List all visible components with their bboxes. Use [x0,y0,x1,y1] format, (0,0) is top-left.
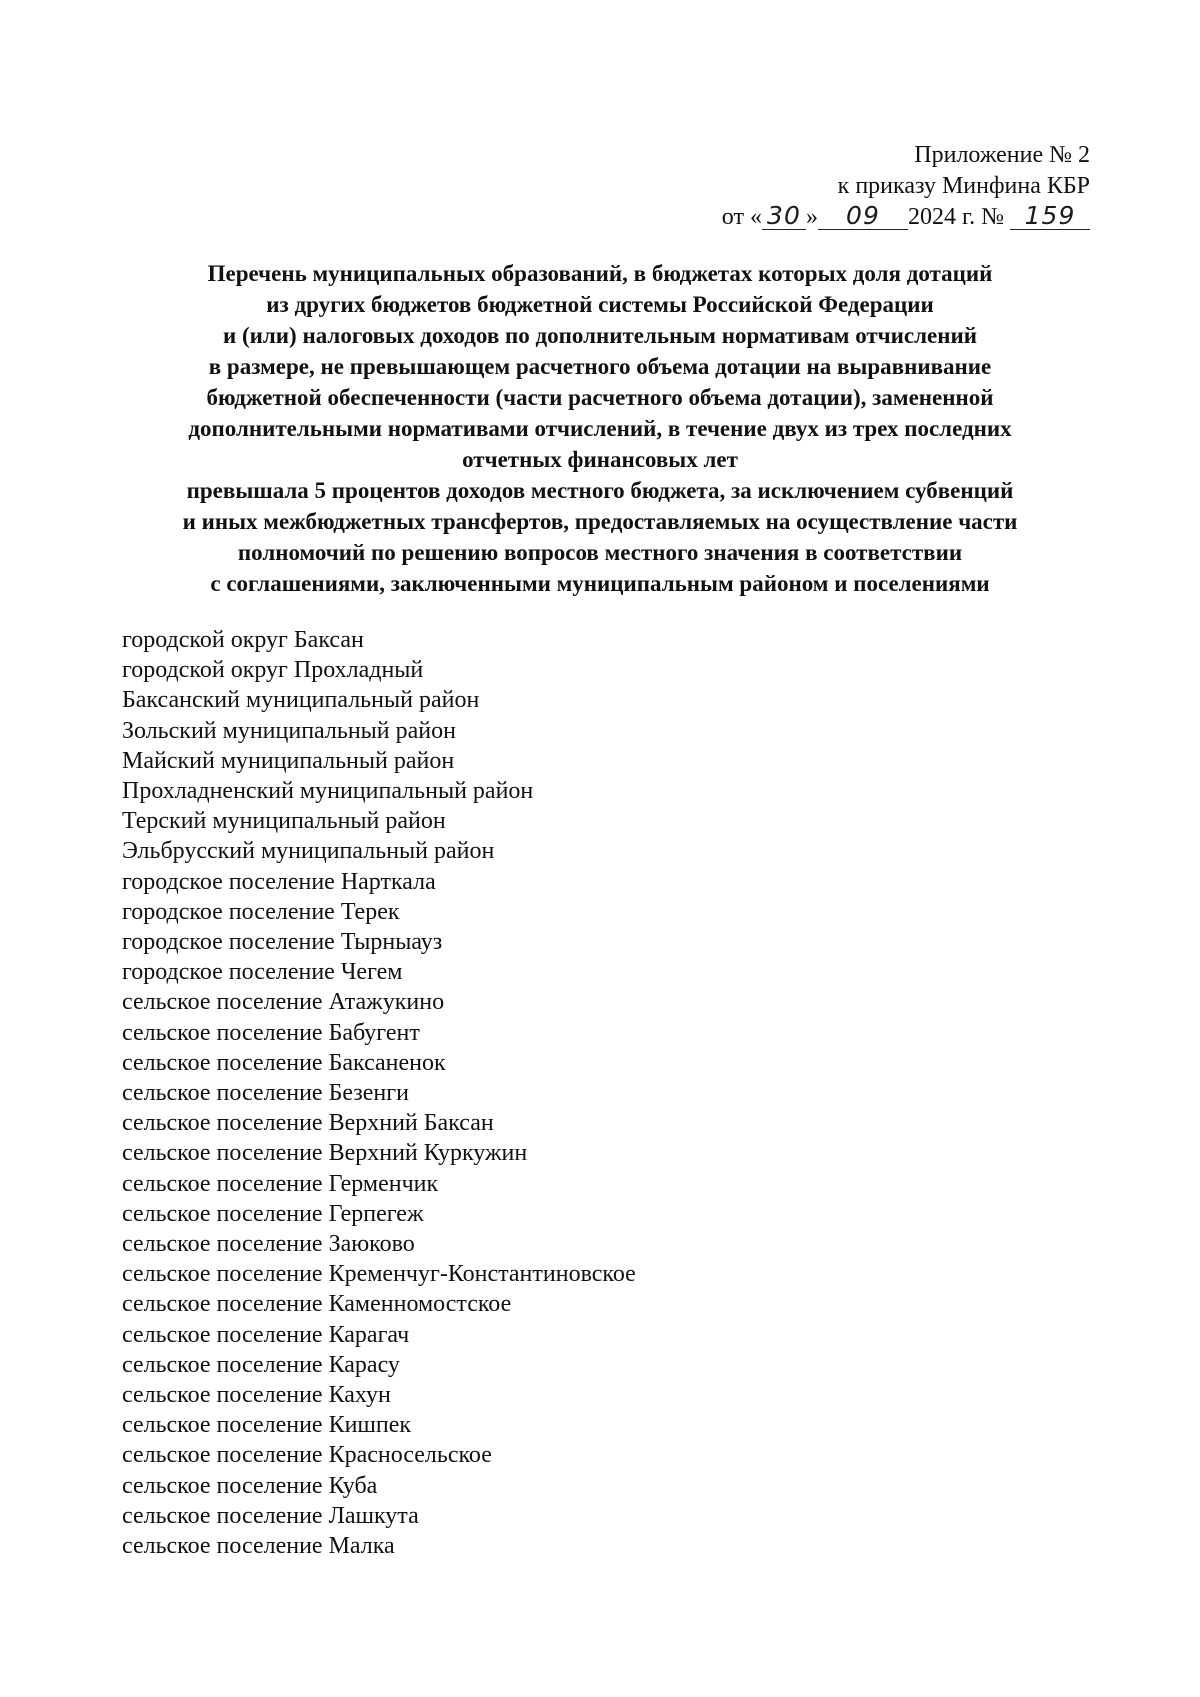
list-item: городское поселение Тырныауз [122,929,443,956]
list-item: сельское поселение Куба [122,1472,378,1499]
title-line: с соглашениями, заключенными муниципальным районом и поселениями [210,571,990,596]
list-item: сельское поселение Верхний Куркужин [122,1140,528,1167]
list-item: Прохладненский муниципальный район [122,778,534,805]
list-item: сельское поселение Верхний Баксан [122,1110,494,1137]
list-item: сельское поселение Кременчуг-Константиновское [122,1261,636,1288]
list-item: сельское поселение Баксаненок [122,1049,446,1076]
municipality-list [122,625,636,1561]
list-item: городское поселение Терек [122,898,400,925]
list-item: городское поселение Чегем [122,959,403,986]
title-line: полномочий по решению вопросов местного значения в соответствии [237,540,963,565]
appendix-reference [610,140,1090,233]
title-line: превышала 5 процентов доходов местного бюджета, за исключением субвенций [186,478,1014,503]
list-item: городской округ Прохладный [122,657,424,684]
list-item: сельское поселение Герменчик [122,1170,439,1197]
title-line: дополнительными нормативами отчислений, в течение двух из трех последних [188,416,1012,441]
list-item: Баксанский муниципальный район [122,687,480,714]
order-date-line [610,202,1090,233]
list-item: городской округ Баксан [122,627,364,653]
handwritten-order-number: 159 [1010,203,1090,230]
list-item: Терский муниципальный район [122,808,446,835]
title-line: и иных межбюджетных трансфертов, предоставляемых на осуществление части [182,509,1018,534]
title-line: Перечень муниципальных образований, в бюджетах которых доля дотаций [207,261,993,286]
appendix-number: Приложение № 2 [914,142,1090,168]
date-prefix: от « [721,204,762,230]
list-item: сельское поселение Безенги [122,1080,409,1107]
year-and-number-label: 2024 г. № [907,204,1004,230]
list-item: сельское поселение Каменномостское [122,1291,512,1318]
list-item: Эльбрусский муниципальный район [122,838,495,865]
list-item: сельское поселение Бабугент [122,1019,420,1046]
list-item: Майский муниципальный район [122,747,455,774]
title-line: в размере, не превышающем расчетного объема дотации на выравнивание [208,354,992,379]
list-item: сельское поселение Кишпек [122,1412,412,1439]
title-line: бюджетной обеспеченности (части расчетного объема дотации), замененной [206,385,994,410]
list-item: Зольский муниципальный район [122,717,456,744]
title-line: из других бюджетов бюджетной системы Российской Федерации [266,292,934,317]
list-item: сельское поселение Атажукино [122,989,445,1016]
list-item: сельское поселение Красносельское [122,1442,492,1469]
order-reference: к приказу Минфина КБР [837,173,1090,199]
title-line: отчетных финансовых лет [462,447,738,472]
list-item: сельское поселение Малка [122,1533,395,1560]
list-item: сельское поселение Кахун [122,1382,391,1409]
handwritten-day: 30 [762,203,806,230]
handwritten-month: 09 [818,203,908,230]
date-mid: » [805,204,818,230]
list-item: сельское поселение Герпегеж [122,1200,424,1227]
list-item: сельское поселение Заюково [122,1231,415,1258]
list-item: городское поселение Нарткала [122,868,436,895]
list-item: сельское поселение Лашкута [122,1502,419,1529]
list-item: сельское поселение Карагач [122,1321,410,1348]
list-item: сельское поселение Карасу [122,1351,400,1378]
title-line: и (или) налоговых доходов по дополнительным нормативам отчислений [222,323,977,348]
document-title [120,258,1080,599]
